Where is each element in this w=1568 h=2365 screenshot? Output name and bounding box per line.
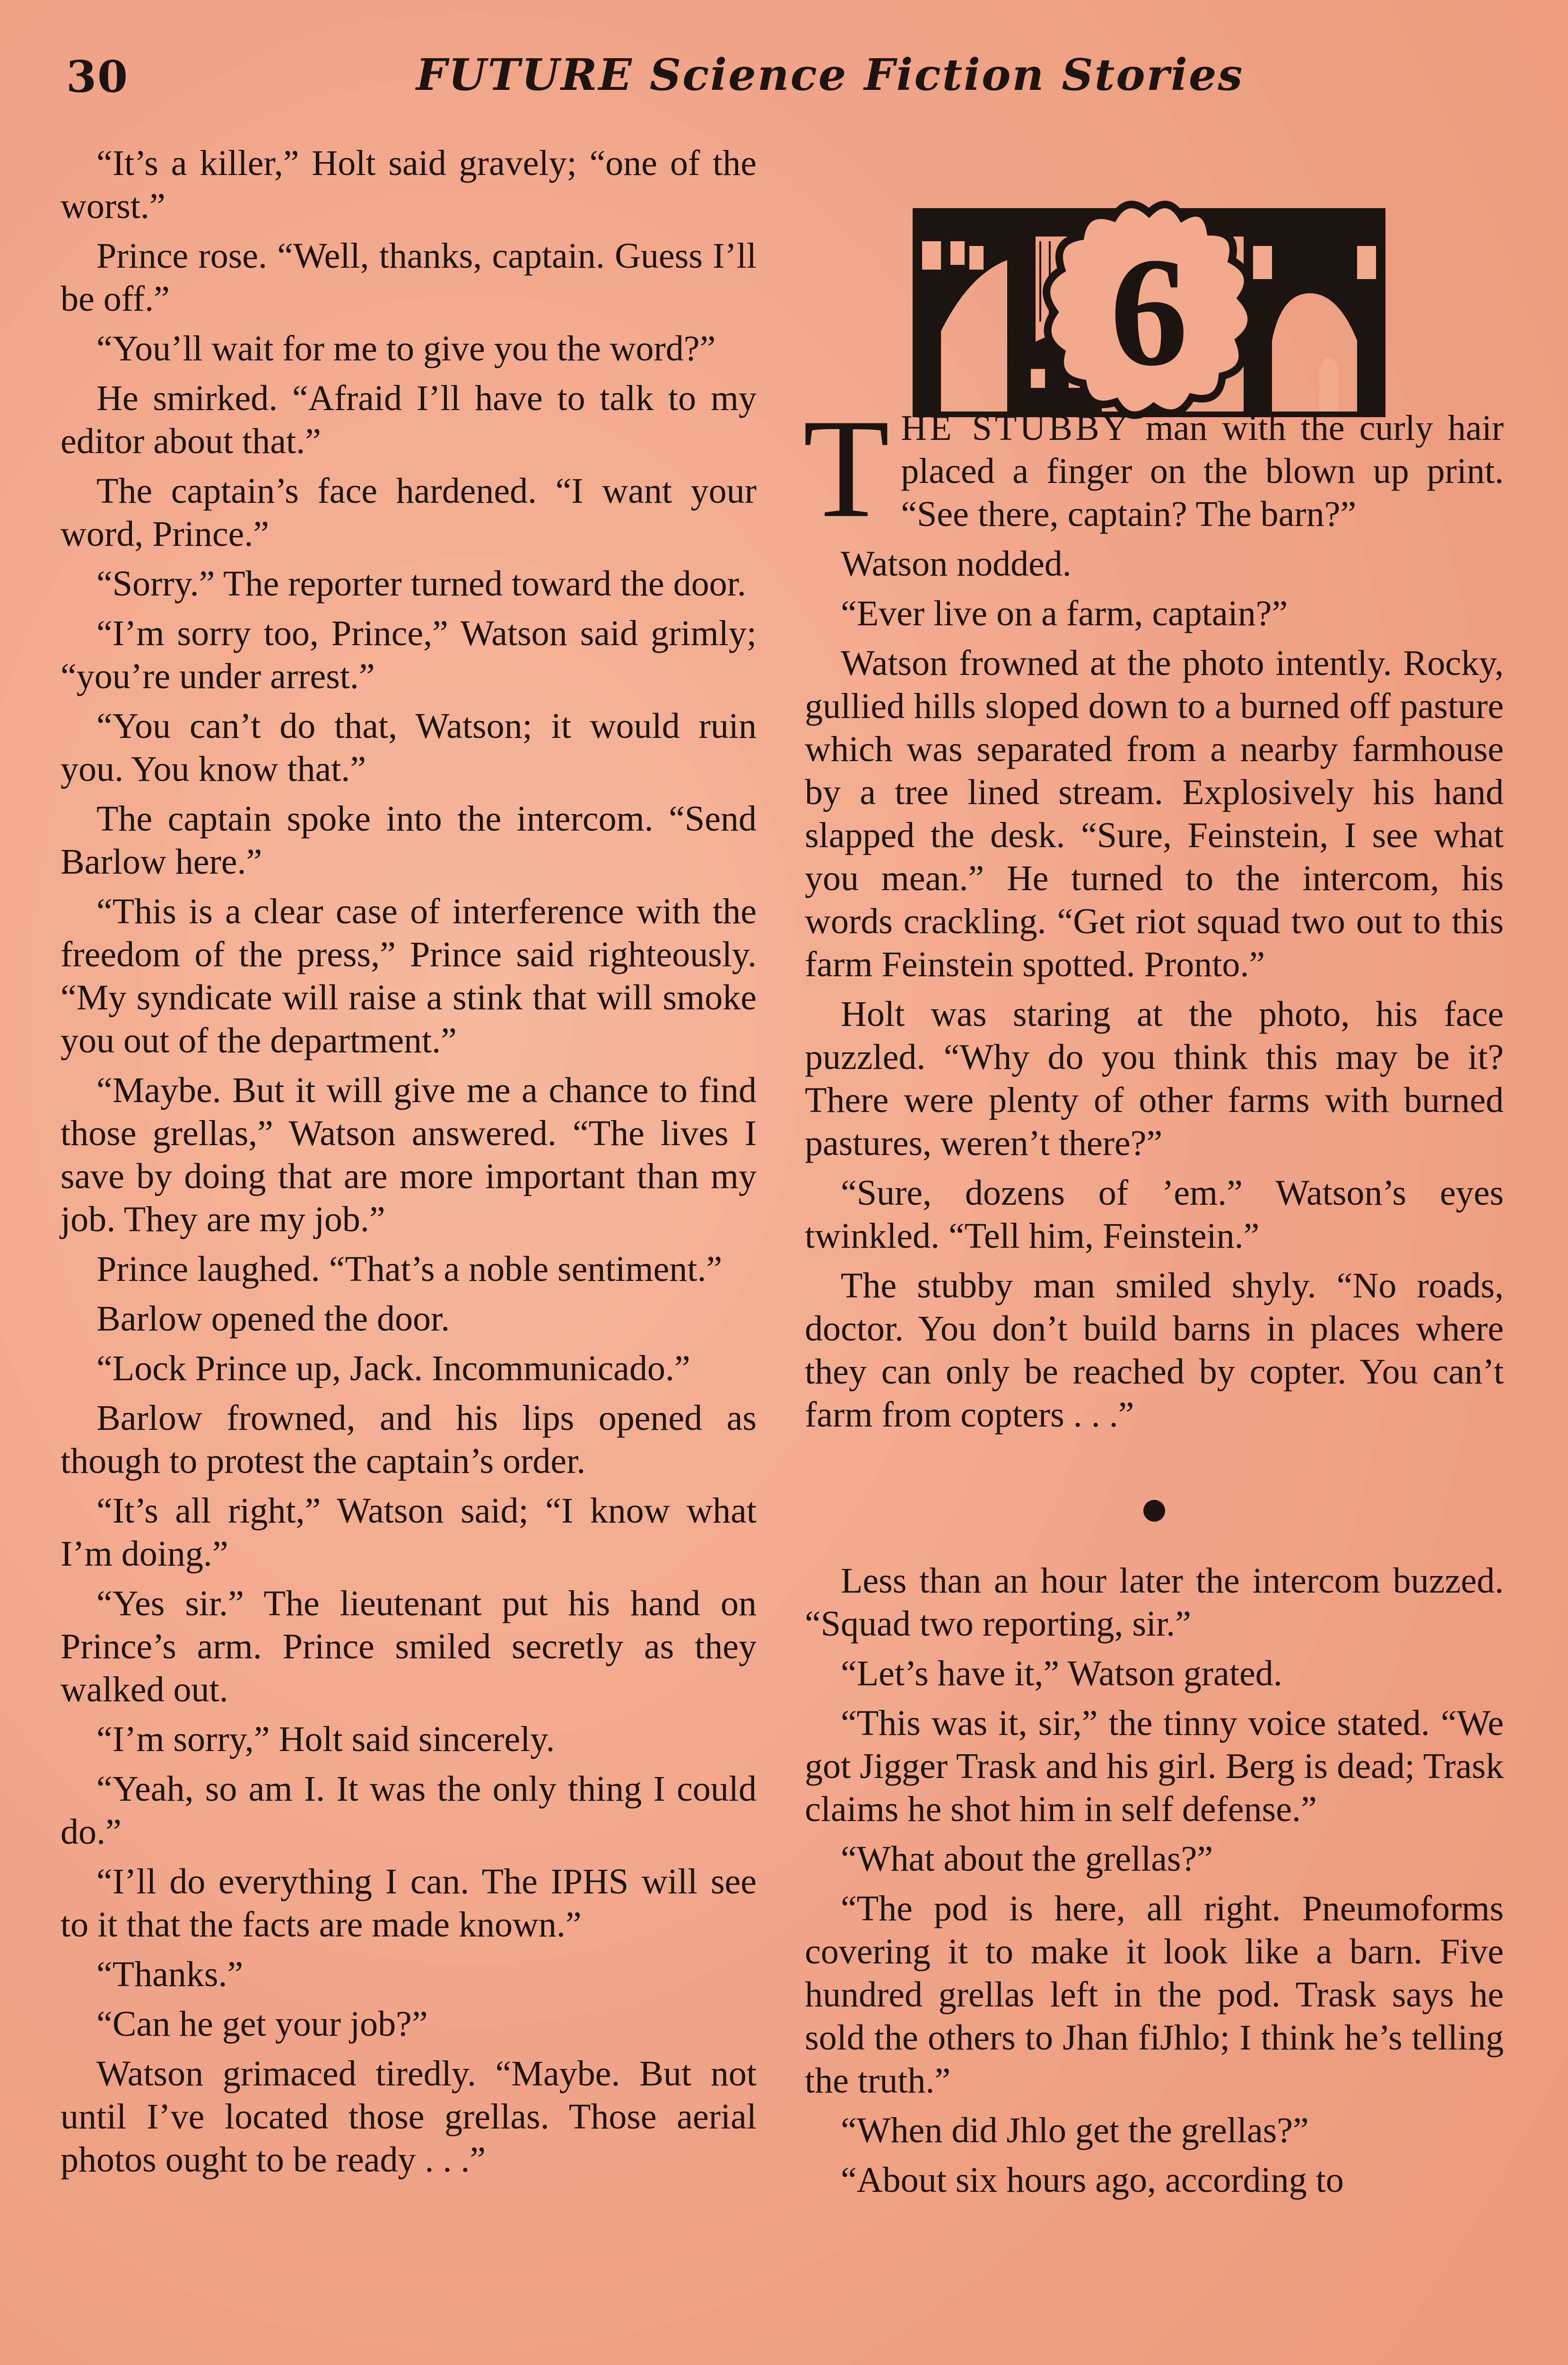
paragraph: Watson nodded. <box>841 544 1071 584</box>
paragraph: “Lock Prince up, Jack. Incommunicado.” <box>96 1349 690 1388</box>
paragraph: “This is a clear case of interference with the freedom of the press,” Prince said righteously. “My syndicate will raise a stink that will smoke you out of the department.” <box>61 892 757 1060</box>
paragraph: Prince laughed. “That’s a noble sentiment.” <box>96 1249 723 1289</box>
paragraph: Barlow opened the door. <box>96 1299 450 1339</box>
page-number: 30 <box>66 51 129 102</box>
paragraph: Less than an hour later the intercom buzzed. “Squad two reporting, sir.” <box>805 1561 1504 1644</box>
paragraph: Prince rose. “Well, thanks, captain. Guess I’ll be off.” <box>61 236 757 319</box>
chapter-number: 6 <box>1110 226 1188 398</box>
running-title: FUTURE Science Fiction Stories <box>416 49 1244 100</box>
paragraph: “Sure, dozens of ’em.” Watson’s eyes twinkled. “Tell him, Feinstein.” <box>805 1173 1504 1256</box>
chapter-heading-illustration <box>913 189 1385 426</box>
paragraph: “I’m sorry too, Prince,” Watson said grimly; “you’re under arrest.” <box>61 613 757 696</box>
paragraph: Watson frowned at the photo intently. Rocky, gullied hills sloped down to a burned off pasture which was separated from a nearby farmhouse by a tree lined stream. Explosively his hand slapped the desk. “Sure, Feinstein, I see what you mean.” He turned to the intercom, his words crackling. “Get riot squad two out to this farm Feinstein spotted. Pronto.” <box>805 643 1504 984</box>
opening-text: man with the curly hair placed a finger on the blown up print. “See there, captain? The barn?” <box>901 408 1504 534</box>
left-column <box>61 142 757 2188</box>
paragraph: “Sorry.” The reporter turned toward the door. <box>96 564 746 604</box>
paragraph: Watson grimaced tiredly. “Maybe. But not until I’ve located those grellas. Those aerial photos ought to be ready . . .” <box>61 2054 757 2180</box>
paragraph: “It’s all right,” Watson said; “I know what I’m doing.” <box>61 1491 757 1574</box>
paragraph: “Yes sir.” The lieutenant put his hand on Prince’s arm. Prince smiled secretly as they walked out. <box>61 1584 757 1709</box>
paragraph: “Ever live on a farm, captain?” <box>841 594 1288 633</box>
paragraph: “Maybe. But it will give me a chance to find those grellas,” Watson answered. “The lives I save by doing that are more important than my job. They are my job.” <box>61 1070 757 1239</box>
paragraph: The captain’s face hardened. “I want your word, Prince.” <box>61 471 757 554</box>
paragraph: “I’ll do everything I can. The IPHS will see to it that the facts are made known.” <box>61 1862 757 1945</box>
paragraph: “I’m sorry,” Holt said sincerely. <box>96 1719 555 1759</box>
paragraph: The captain spoke into the intercom. “Send Barlow here.” <box>61 799 757 882</box>
opening-caps: HE STUBBY <box>901 408 1131 448</box>
scene-break-dot <box>805 1489 1504 1507</box>
paragraph: “Can he get your job?” <box>96 2004 428 2044</box>
paragraph: “This was it, sir,” the tinny voice stated. “We got Jigger Trask and his girl. Berg is dead; Trask claims he shot him in self defense.” <box>805 1703 1504 1829</box>
paragraph: “Yeah, so am I. It was the only thing I could do.” <box>61 1769 757 1852</box>
right-column <box>803 390 1504 2208</box>
paragraph: “It’s a killer,” Holt said gravely; “one of the worst.” <box>61 143 757 226</box>
paragraph: Holt was staring at the photo, his face puzzled. “Why do you think this may be it? There were plenty of other farms with burned pastures, weren’t there?” <box>805 994 1504 1163</box>
paragraph: “The pod is here, all right. Pneumoforms covering it to make it look like a barn. Five hundred grellas left in the pod. Trask says he sold the others to Jhan fiJhlo; I think he’s telling the truth.” <box>805 1889 1504 2101</box>
paragraph: Barlow frowned, and his lips opened as though to protest the captain’s order. <box>61 1398 757 1481</box>
chapter-opening-paragraph <box>803 390 1504 547</box>
paragraph: “Let’s have it,” Watson grated. <box>841 1654 1282 1693</box>
paragraph: “You’ll wait for me to give you the word?” <box>96 329 716 368</box>
paragraph: The stubby man smiled shyly. “No roads, doctor. You don’t build barns in places where they can only be reached by copter. You can’t farm from copters . . .” <box>805 1266 1504 1435</box>
paragraph: “You can’t do that, Watson; it would ruin you. You know that.” <box>61 706 757 789</box>
drop-cap: T <box>803 390 890 547</box>
paragraph: “When did Jhlo get the grellas?” <box>841 2111 1309 2150</box>
paragraph: “About six hours ago, according to <box>841 2160 1344 2200</box>
paragraph: “What about the grellas?” <box>841 1839 1213 1879</box>
paragraph: He smirked. “Afraid I’ll have to talk to my editor about that.” <box>61 378 757 461</box>
paragraph: “Thanks.” <box>96 1954 244 1994</box>
